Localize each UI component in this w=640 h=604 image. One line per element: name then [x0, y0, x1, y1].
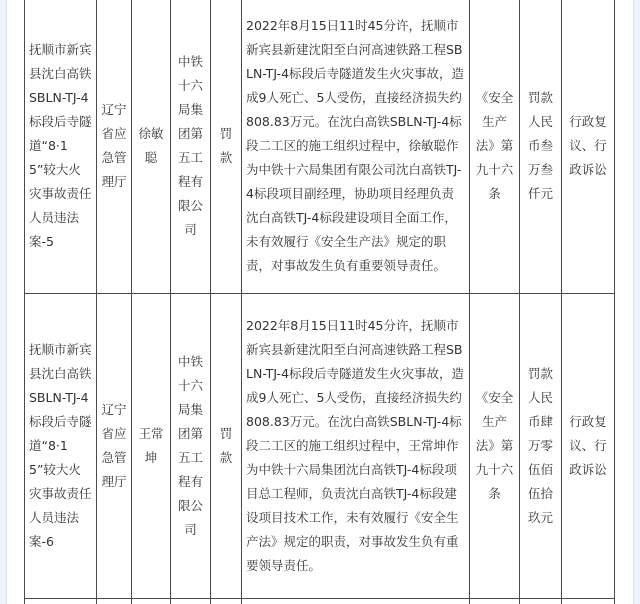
empty-cell [132, 599, 171, 604]
penalty-amount-cell: 罚款人民币肆万零伍佰伍拾玖元 [520, 294, 562, 599]
empty-cell [242, 599, 470, 604]
case-name-cell: 抚顺市新宾县沈白高铁SBLN-TJ-4标段后寺隧道“8·15”较大火灾事故责任人员违法案-6 [25, 294, 97, 599]
empty-cell [97, 599, 132, 604]
page-frame-right [633, 0, 640, 604]
company-cell: 中铁十六局集团第五工程有限公司 [171, 0, 211, 294]
empty-cell [520, 599, 562, 604]
legal-remedy-cell: 行政复议、行政诉讼 [562, 0, 615, 294]
penalty-amount-cell: 罚款人民币叁万叁仟元 [520, 0, 562, 294]
authority-cell: 辽宁省应急管理厅 [97, 294, 132, 599]
violation-description-cell: 2022年8月15日11时45分许，抚顺市新宾县新建沈阳至白河高速铁路工程SBLN-TJ-4标段后寺隧道发生火灾事故，造成9人死亡、5人受伤，直接经济损失约808.83万元。在沈白高铁SBLN-TJ-4标段二工区的施工组织过程中，王常坤作为中铁十六局集团沈白高铁TJ-4标段项目总工程师，负责沈白高铁TJ-4标段建设项目技术工作，未有效履行《安全生产法》规定的职责，对事故发生负有重要领导责任。 [242, 294, 470, 599]
empty-cell [470, 599, 520, 604]
empty-cell [211, 599, 242, 604]
empty-cell [171, 599, 211, 604]
table-row [25, 294, 615, 599]
authority-cell: 辽宁省应急管理厅 [97, 0, 132, 294]
legal-basis-cell: 《安全生产法》第九十六条 [470, 0, 520, 294]
empty-cell [562, 599, 615, 604]
penalty-type-cell: 罚款 [211, 0, 242, 294]
table-row-partial [25, 599, 615, 604]
person-name-cell: 王常坤 [132, 294, 171, 599]
penalty-type-cell: 罚款 [211, 294, 242, 599]
legal-remedy-cell: 行政复议、行政诉讼 [562, 294, 615, 599]
company-cell: 中铁十六局集团第五工程有限公司 [171, 294, 211, 599]
page-frame-left [0, 0, 7, 604]
violation-description-cell: 2022年8月15日11时45分许，抚顺市新宾县新建沈阳至白河高速铁路工程SBLN-TJ-4标段后寺隧道发生火灾事故，造成9人死亡、5人受伤，直接经济损失约808.83万元。在沈白高铁SBLN-TJ-4标段二工区的施工组织过程中，徐敏聪作为中铁十六局集团有限公司沈白高铁TJ-4标段项目副经理，协助项目经理负责沈白高铁TJ-4标段建设项目全面工作，未有效履行《安全生产法》规定的职责，对事故发生负有重要领导责任。 [242, 0, 470, 294]
table-row [25, 0, 615, 294]
empty-cell [25, 599, 97, 604]
penalty-records-table [24, 0, 615, 604]
case-name-cell: 抚顺市新宾县沈白高铁SBLN-TJ-4标段后寺隧道“8·15”较大火灾事故责任人员违法案-5 [25, 0, 97, 294]
legal-basis-cell: 《安全生产法》第九十六条 [470, 294, 520, 599]
person-name-cell: 徐敏聪 [132, 0, 171, 294]
